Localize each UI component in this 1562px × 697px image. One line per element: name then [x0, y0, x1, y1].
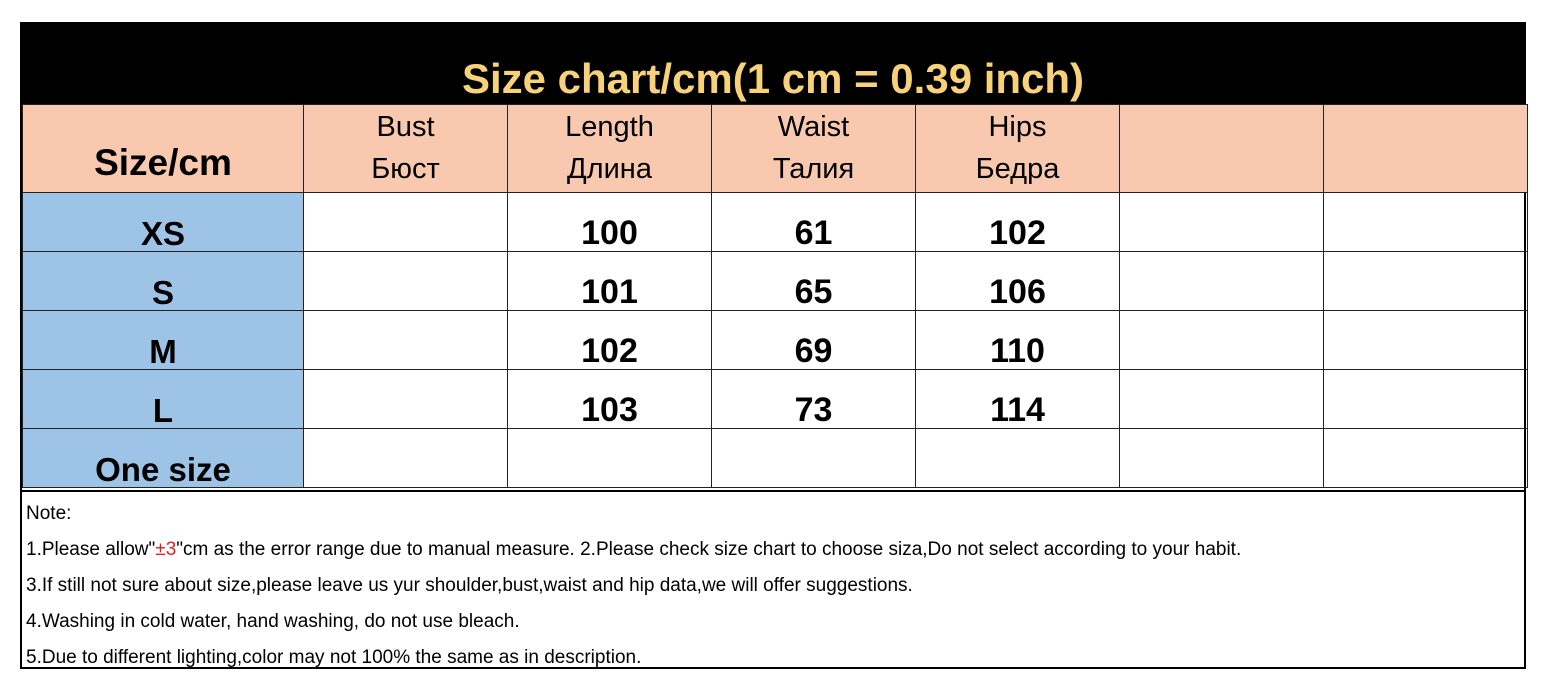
waist-cell	[712, 429, 916, 488]
length-cell	[508, 193, 712, 252]
header-waist-ru: Талия	[772, 152, 855, 185]
header-empty-2	[1324, 105, 1528, 193]
header-waist-en: Waist	[777, 110, 850, 143]
empty-cell	[1324, 193, 1528, 252]
header-empty-1	[1120, 105, 1324, 193]
header-hips-en: Hips	[988, 110, 1047, 143]
waist-value: 65	[794, 273, 833, 311]
notes-section	[22, 490, 1524, 669]
chart-title: Size chart/cm(1 cm = 0.39 inch)	[461, 55, 1085, 102]
length-cell	[508, 252, 712, 311]
table-row	[23, 193, 1528, 252]
header-hips	[916, 105, 1120, 193]
empty-cell	[1324, 311, 1528, 370]
waist-value: 73	[794, 391, 833, 429]
empty-cell	[1324, 252, 1528, 311]
hips-value: 110	[990, 332, 1045, 370]
hips-cell	[916, 311, 1120, 370]
note-line-1: 1.Please allow"±3"cm as the error range due to manual measure. 2.Please check size chart to choose siza,Do not select according to your habit.	[26, 539, 1242, 560]
size-table	[22, 104, 1528, 488]
waist-cell	[712, 311, 916, 370]
waist-value: 69	[794, 332, 833, 370]
size-value: M	[149, 333, 177, 370]
table-row	[23, 370, 1528, 429]
header-size: Size/cm	[23, 105, 304, 193]
header-bust	[304, 105, 508, 193]
length-value: 102	[581, 332, 638, 370]
size-cell	[23, 311, 304, 370]
note-line-3: 3.If still not sure about size,please leave us yur shoulder,bust,waist and hip data,we will offer suggestions.	[26, 575, 913, 596]
note-line-5: 5.Due to different lighting,color may not 100% the same as in description.	[26, 647, 642, 668]
table-row	[23, 252, 1528, 311]
header-bust-en: Bust	[376, 110, 435, 143]
empty-cell	[1324, 429, 1528, 488]
size-cell	[23, 193, 304, 252]
hips-cell	[916, 370, 1120, 429]
size-cell	[23, 370, 304, 429]
hips-value: 106	[989, 273, 1046, 311]
length-cell	[508, 429, 712, 488]
header-row	[23, 105, 1528, 193]
length-value: 103	[581, 391, 638, 429]
length-cell	[508, 311, 712, 370]
header-waist	[712, 105, 916, 193]
bust-cell	[304, 370, 508, 429]
bust-cell	[304, 193, 508, 252]
hips-cell	[916, 429, 1120, 488]
size-value: S	[151, 274, 174, 311]
notes-heading: Note:	[26, 503, 72, 524]
table-row	[23, 429, 1528, 488]
size-value: XS	[140, 215, 186, 252]
empty-cell	[1120, 370, 1324, 429]
waist-cell	[712, 252, 916, 311]
hips-cell	[916, 252, 1120, 311]
length-value: 100	[581, 214, 638, 252]
bust-cell	[304, 429, 508, 488]
title-bar	[22, 24, 1524, 104]
empty-cell	[1120, 311, 1324, 370]
empty-cell	[1120, 429, 1324, 488]
header-bust-ru: Бюст	[371, 152, 440, 185]
empty-cell	[1324, 370, 1528, 429]
length-value: 101	[581, 273, 638, 311]
size-chart	[20, 22, 1526, 669]
waist-cell	[712, 193, 916, 252]
size-value: L	[152, 392, 174, 429]
size-cell	[23, 252, 304, 311]
empty-cell	[1120, 193, 1324, 252]
table-row	[23, 311, 1528, 370]
waist-cell	[712, 370, 916, 429]
bust-cell	[304, 311, 508, 370]
header-hips-ru: Бедра	[975, 152, 1060, 185]
tolerance-highlight: ±3	[155, 539, 177, 560]
size-cell	[23, 429, 304, 488]
hips-value: 102	[989, 214, 1046, 252]
length-cell	[508, 370, 712, 429]
waist-value: 61	[794, 214, 833, 252]
bust-cell	[304, 252, 508, 311]
hips-value: 114	[990, 391, 1045, 429]
hips-cell	[916, 193, 1120, 252]
empty-cell	[1120, 252, 1324, 311]
header-length	[508, 105, 712, 193]
header-length-en: Length	[565, 110, 654, 143]
header-length-ru: Длина	[567, 152, 652, 185]
note-line-4: 4.Washing in cold water, hand washing, do not use bleach.	[26, 611, 520, 632]
size-value: One size	[95, 451, 231, 488]
